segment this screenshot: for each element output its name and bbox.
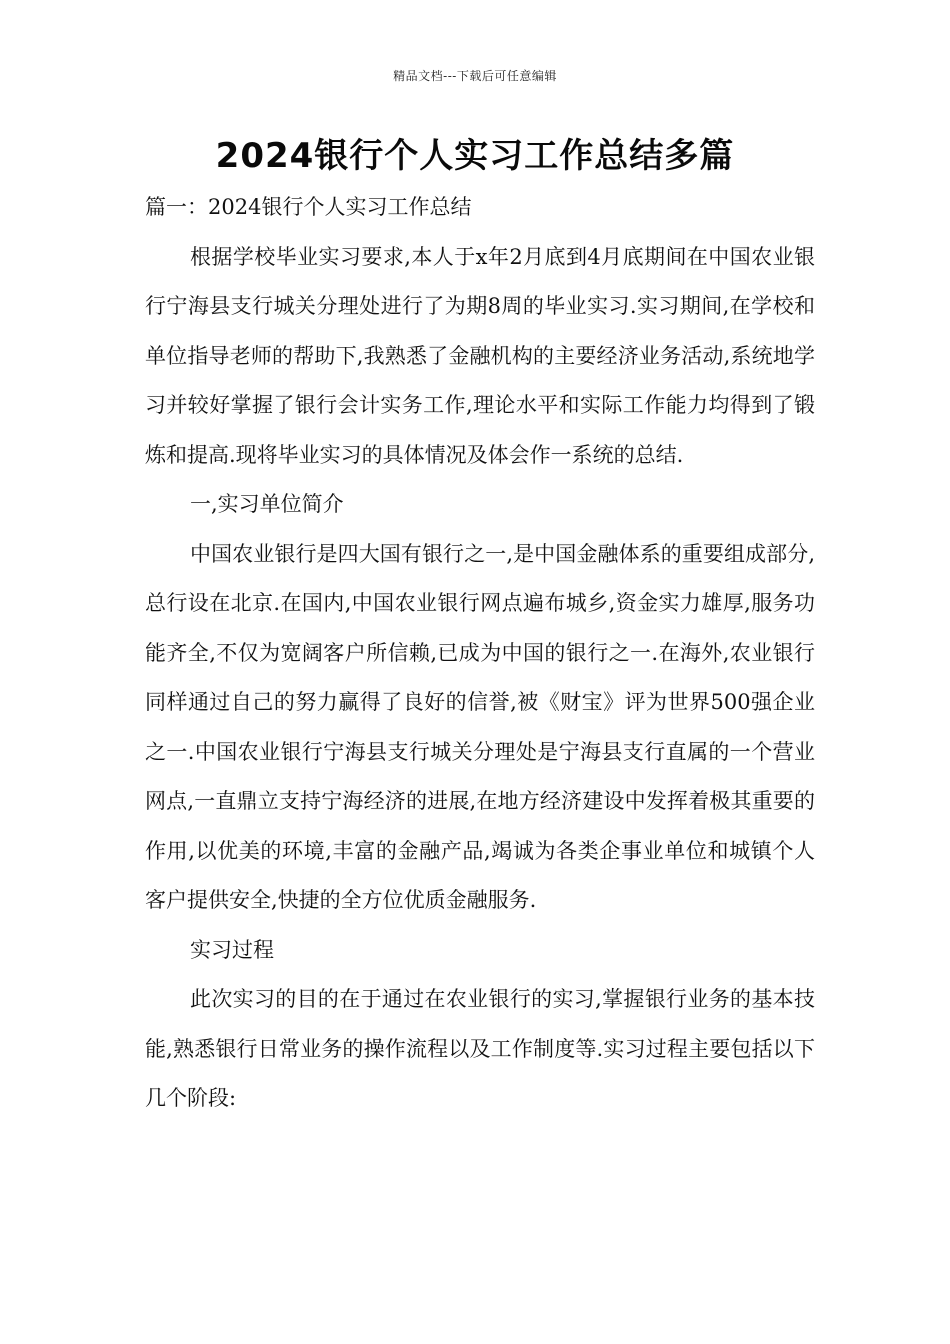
paragraph-intro: 根据学校毕业实习要求,本人于x年2月底到4月底期间在中国农业银行宁海县支行城关分理处进行了为期8周的毕业实习.实习期间,在学校和单位指导老师的帮助下,我熟悉了金融机构的主要经济业务活动,系统地学习并较好掌握了银行会计实务工作,理论水平和实际工作能力均得到了锻炼和提高.现将毕业实习的具体情况及体会作一系统的总结. [145, 244, 815, 467]
subheading-internship-process: 实习过程 [190, 937, 274, 962]
section-heading: 篇一：2024银行个人实习工作总结 [145, 195, 472, 219]
page-header-note: 精品文档---下载后可任意编辑 [393, 69, 557, 83]
document-title: 2024银行个人实习工作总结多篇 [215, 136, 735, 176]
paragraph-internship-purpose: 此次实习的目的在于通过在农业银行的实习,掌握银行业务的基本技能,熟悉银行日常业务的操作流程以及工作制度等.实习过程主要包括以下几个阶段: [145, 987, 815, 1110]
document-body [145, 183, 815, 1124]
subheading-unit-intro: 一,实习单位简介 [190, 492, 344, 516]
paragraph-bank-description: 中国农业银行是四大国有银行之一,是中国金融体系的重要组成部分,总行设在北京.在国内,中国农业银行网点遍布城乡,资金实力雄厚,服务功能齐全,不仅为宽阔客户所信赖,已成为中国的银行之一.在海外,农业银行同样通过自己的努力赢得了良好的信誉,被《财宝》评为世界500强企业之一.中国农业银行宁海县支行城关分理处是宁海县支行直属的一个营业网点,一直鼎立支持宁海经济的进展,在地方经济建设中发挥着极其重要的作用,以优美的环境,丰富的金融产品,竭诚为各类企事业单位和城镇个人客户提供安全,快捷的全方位优质金融服务. [145, 541, 815, 912]
